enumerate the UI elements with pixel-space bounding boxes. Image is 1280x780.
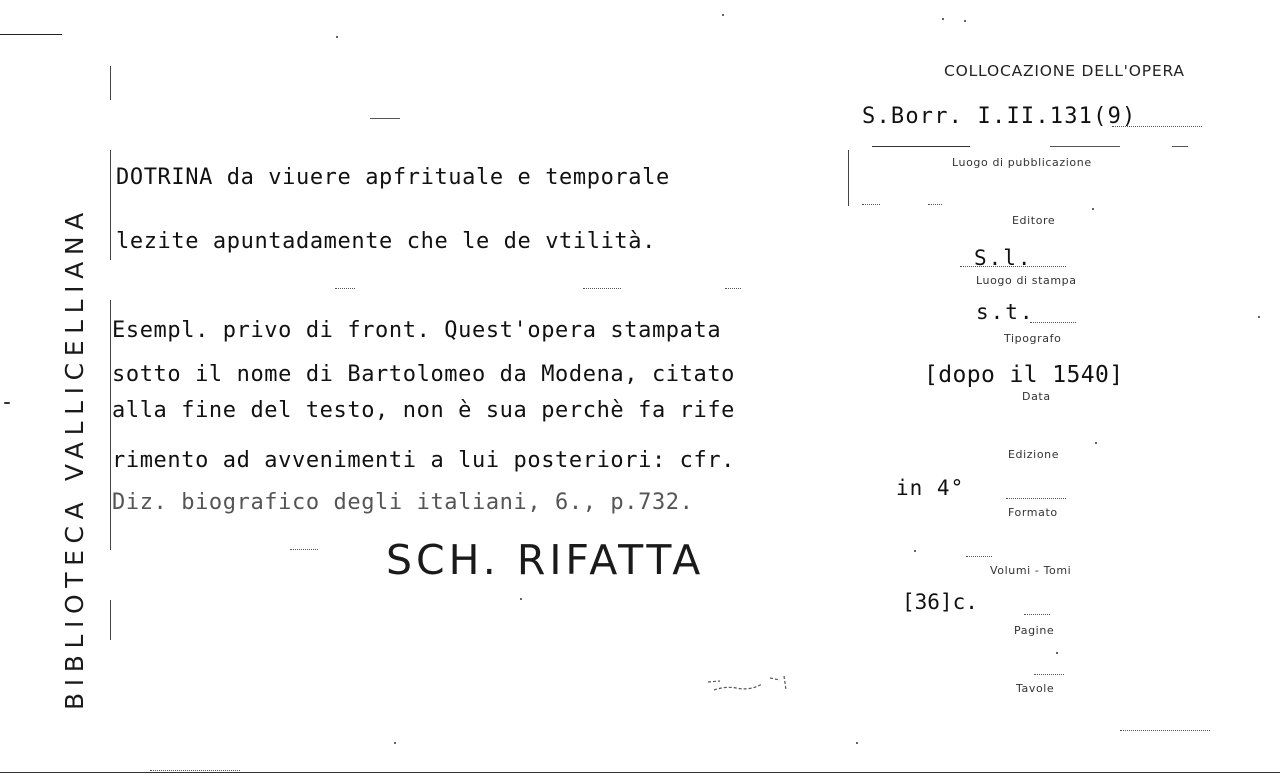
note-line: rimento ad avvenimenti a lui posteriori: cfr. bbox=[112, 448, 736, 473]
plates-label: Tavole bbox=[1016, 682, 1055, 695]
pages-value: [36]c. bbox=[902, 590, 978, 614]
scan-speck bbox=[1258, 316, 1260, 318]
scan-speck bbox=[914, 550, 916, 552]
shelfmark-dotted-line bbox=[1112, 126, 1202, 127]
scan-speck bbox=[336, 36, 338, 38]
note-line: Esempl. privo di front. Quest'opera stampata bbox=[112, 318, 722, 343]
scan-mark bbox=[583, 288, 621, 289]
scan-speck bbox=[4, 402, 10, 404]
format-value: in 4° bbox=[896, 476, 965, 500]
scan-mark bbox=[1172, 146, 1188, 147]
redo-stamp: SCH. RIFATTA bbox=[386, 536, 705, 584]
margin-line bbox=[110, 300, 111, 550]
margin-line bbox=[110, 66, 111, 100]
scan-mark bbox=[335, 288, 355, 289]
note-line: alla fine del testo, non è sua perchè fa rife bbox=[112, 398, 736, 423]
date-label: Data bbox=[1022, 390, 1051, 403]
field-dotted-line bbox=[966, 556, 992, 557]
scan-speck bbox=[856, 742, 858, 744]
scan-mark bbox=[1120, 730, 1210, 731]
title-line: DOTRINA da viuere apfrituale e temporale bbox=[116, 165, 670, 190]
scan-mark bbox=[370, 118, 400, 119]
format-label: Formato bbox=[1008, 506, 1058, 519]
printer-value: s.t. bbox=[976, 300, 1035, 324]
note-line: Diz. biografico degli italiani, 6., p.732. bbox=[112, 490, 694, 515]
card-edge-top bbox=[0, 34, 62, 35]
margin-line bbox=[848, 150, 849, 206]
publisher-value: S.l. bbox=[974, 246, 1033, 270]
field-dotted-line bbox=[1030, 322, 1076, 323]
scan-speck bbox=[1095, 442, 1097, 444]
card-edge-bottom bbox=[0, 772, 1280, 773]
field-dotted-line bbox=[960, 266, 1066, 267]
pages-label: Pagine bbox=[1014, 624, 1055, 637]
collocation-header: COLLOCAZIONE DELL'OPERA bbox=[944, 62, 1185, 80]
scan-speck bbox=[722, 14, 724, 16]
publisher-label: Editore bbox=[1012, 214, 1056, 227]
edition-label: Edizione bbox=[1008, 448, 1060, 461]
margin-line bbox=[110, 150, 111, 260]
scan-mark bbox=[1050, 146, 1120, 147]
scan-mark bbox=[725, 288, 741, 289]
field-dotted-line bbox=[928, 204, 942, 205]
field-dotted-line bbox=[1034, 674, 1064, 675]
title-line: lezite apuntadamente che le de vtilità. bbox=[116, 229, 656, 254]
printing-place-label: Luogo di stampa bbox=[976, 274, 1077, 287]
printer-label: Tipografo bbox=[1004, 332, 1062, 345]
scan-speck bbox=[1092, 208, 1094, 210]
shelfmark: S.Borr. I.II.131(9) bbox=[862, 104, 1137, 129]
scan-speck bbox=[942, 18, 944, 20]
scan-speck bbox=[520, 598, 522, 600]
date-value: [dopo il 1540] bbox=[924, 362, 1124, 388]
note-line: sotto il nome di Bartolomeo da Modena, citato bbox=[112, 362, 736, 387]
scan-speck bbox=[964, 20, 966, 22]
field-dotted-line bbox=[1006, 498, 1066, 499]
scan-mark bbox=[872, 146, 970, 147]
scan-mark bbox=[150, 770, 240, 771]
scan-speck bbox=[1056, 652, 1058, 654]
field-dotted-line bbox=[862, 204, 880, 205]
scan-mark bbox=[290, 549, 318, 550]
scan-speck bbox=[394, 742, 396, 744]
library-name: BIBLIOTECA VALLICELLIANA bbox=[60, 206, 89, 710]
publication-place-label: Luogo di pubblicazione bbox=[952, 156, 1092, 169]
volumes-label: Volumi - Tomi bbox=[990, 564, 1072, 577]
handwritten-mark bbox=[706, 672, 796, 694]
field-dotted-line bbox=[1024, 614, 1050, 615]
margin-line bbox=[110, 600, 111, 640]
